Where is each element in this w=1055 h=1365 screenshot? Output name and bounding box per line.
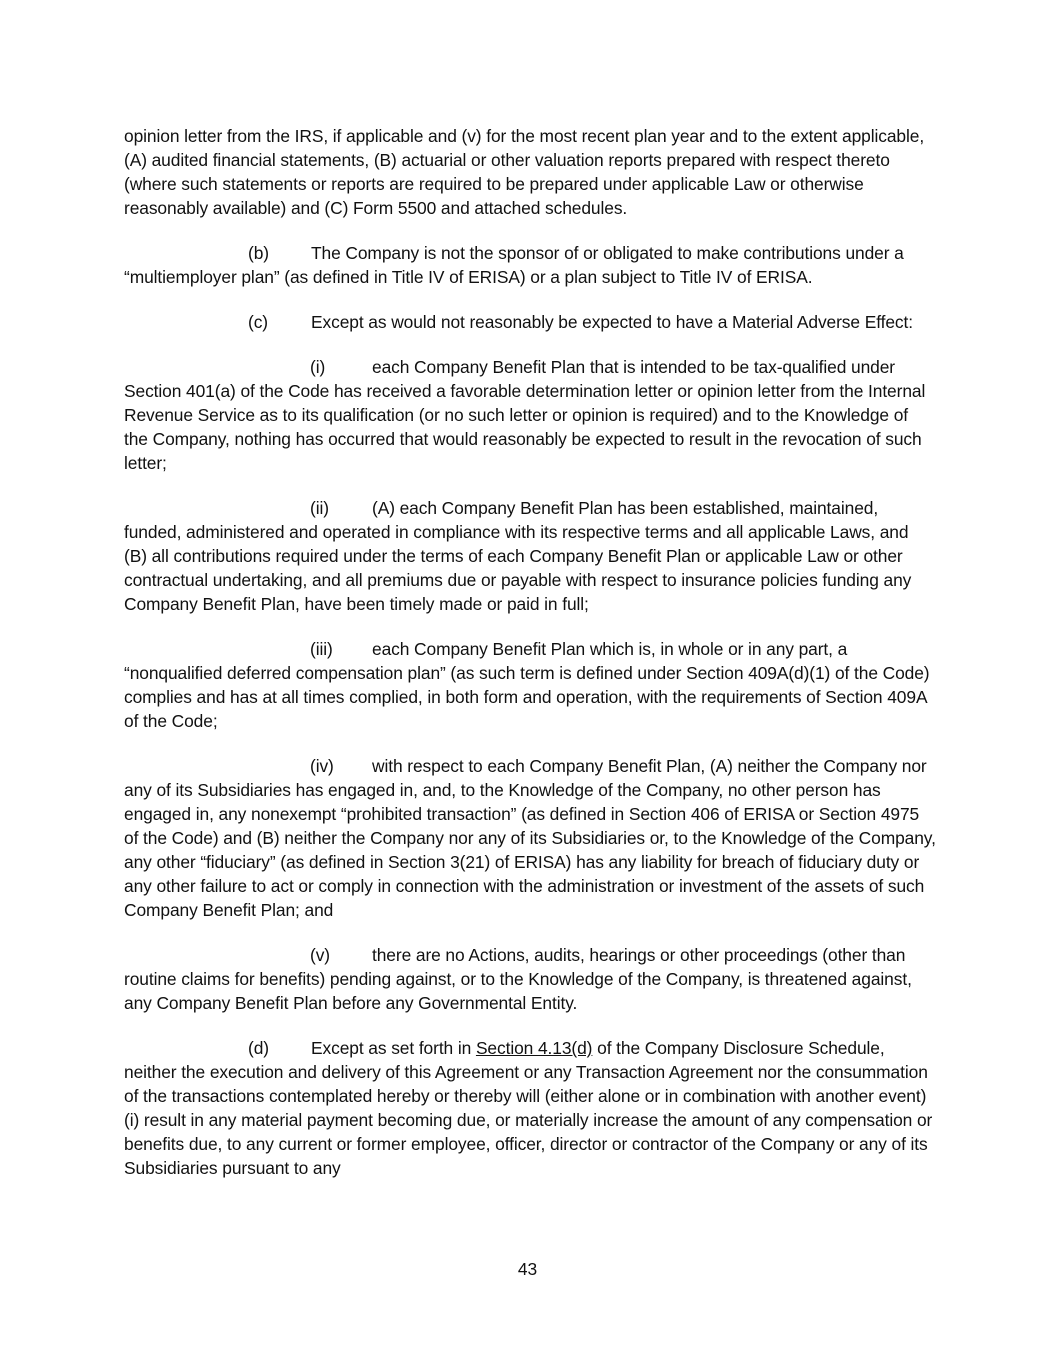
paragraph-c-v — [124, 943, 936, 1015]
paragraph-b-label: (b) — [248, 243, 269, 263]
page-number: 43 — [517, 1259, 538, 1279]
item-v-text: there are no Actions, audits, hearings or other proceedings (other than routine claims for benefits) pending against, or to the Knowledge of the Company, is threatened against, any Company Benefit Plan before any Governmental Entity. — [124, 945, 912, 1013]
paragraph-c-text: Except as would not reasonably be expected to have a Material Adverse Effect: — [311, 312, 913, 332]
item-iv-text: with respect to each Company Benefit Plan, (A) neither the Company nor any of its Subsidiaries has engaged in, and, to the Knowledge of the Company, no other person has engaged in, any nonexempt “prohibited transaction” (as defined in Section 406 of ERISA or Section 4975 of the Code) and (B) neither the Company nor any of its Subsidiaries or, to the Knowledge of the Company, any other “fiduciary” (as defined in Section 3(21) of ERISA) has any liability for breach of fiduciary duty or any other failure to act or comply in connection with the administration or investment of the assets of such Company Benefit Plan; and — [124, 756, 936, 920]
paragraph-d-text-after: of the Company Disclosure Schedule, neither the execution and delivery of this Agreement or any Transaction Agreement nor the consummation of the transactions contemplated hereby or thereby will (either alone or in combination with another event) (i) result in any material payment becoming due, or materially increase the amount of any compensation or benefits due, to any current or former employee, officer, director or contractor of the Company or any of its Subsidiaries pursuant to any — [124, 1038, 933, 1178]
item-iv-label: (iv) — [310, 756, 334, 776]
document-page — [124, 124, 936, 1201]
item-iii-text: each Company Benefit Plan which is, in whole or in any part, a “nonqualified deferred compensation plan” (as such term is defined under Section 409A(d)(1) of the Code) complies and has at all times complied, in both form and operation, with the requirements of Section 409A of the Code; — [124, 639, 930, 731]
paragraph-b-text: The Company is not the sponsor of or obligated to make contributions under a “multiemployer plan” (as defined in Title IV of ERISA) or a plan subject to Title IV of ERISA. — [124, 243, 904, 287]
paragraph-b — [124, 241, 936, 289]
paragraph-c-i — [124, 355, 936, 475]
section-reference-link[interactable]: Section 4.13(d) — [475, 1038, 593, 1058]
paragraph-c-iii — [124, 637, 936, 733]
item-i-text: each Company Benefit Plan that is intended to be tax-qualified under Section 401(a) of the Code has received a favorable determination letter or opinion letter from the Internal Revenue Service as to its qualification (or no such letter or opinion is required) and to the Knowledge of the Company, nothing has occurred that would reasonably be expected to result in the revocation of such letter; — [124, 357, 926, 473]
paragraph-c-ii — [124, 496, 936, 616]
paragraph-d-label: (d) — [248, 1038, 269, 1058]
paragraph-c-iv — [124, 754, 936, 922]
paragraph-c-label: (c) — [248, 312, 268, 332]
item-ii-label: (ii) — [310, 498, 329, 518]
item-iii-label: (iii) — [310, 639, 333, 659]
paragraph-intro: opinion letter from the IRS, if applicable and (v) for the most recent plan year and to the extent applicable, (A) audited financial statements, (B) actuarial or other valuation reports prepared with respect thereto (where such statements or reports are required to be prepared under applicable Law or otherwise reasonably available) and (C) Form 5500 and attached schedules. — [124, 126, 925, 218]
paragraph-d-text-before: Except as set forth in — [311, 1038, 476, 1058]
item-i-label: (i) — [310, 357, 326, 377]
paragraph-c — [124, 310, 936, 334]
item-ii-text: (A) each Company Benefit Plan has been established, maintained, funded, administered and operated in compliance with its respective terms and all applicable Laws, and (B) all contributions required under the terms of each Company Benefit Plan or applicable Law or other contractual undertaking, and all premiums due or payable with respect to insurance policies funding any Company Benefit Plan, have been timely made or paid in full; — [124, 498, 912, 614]
paragraph-d — [124, 1036, 936, 1180]
item-v-label: (v) — [310, 945, 330, 965]
